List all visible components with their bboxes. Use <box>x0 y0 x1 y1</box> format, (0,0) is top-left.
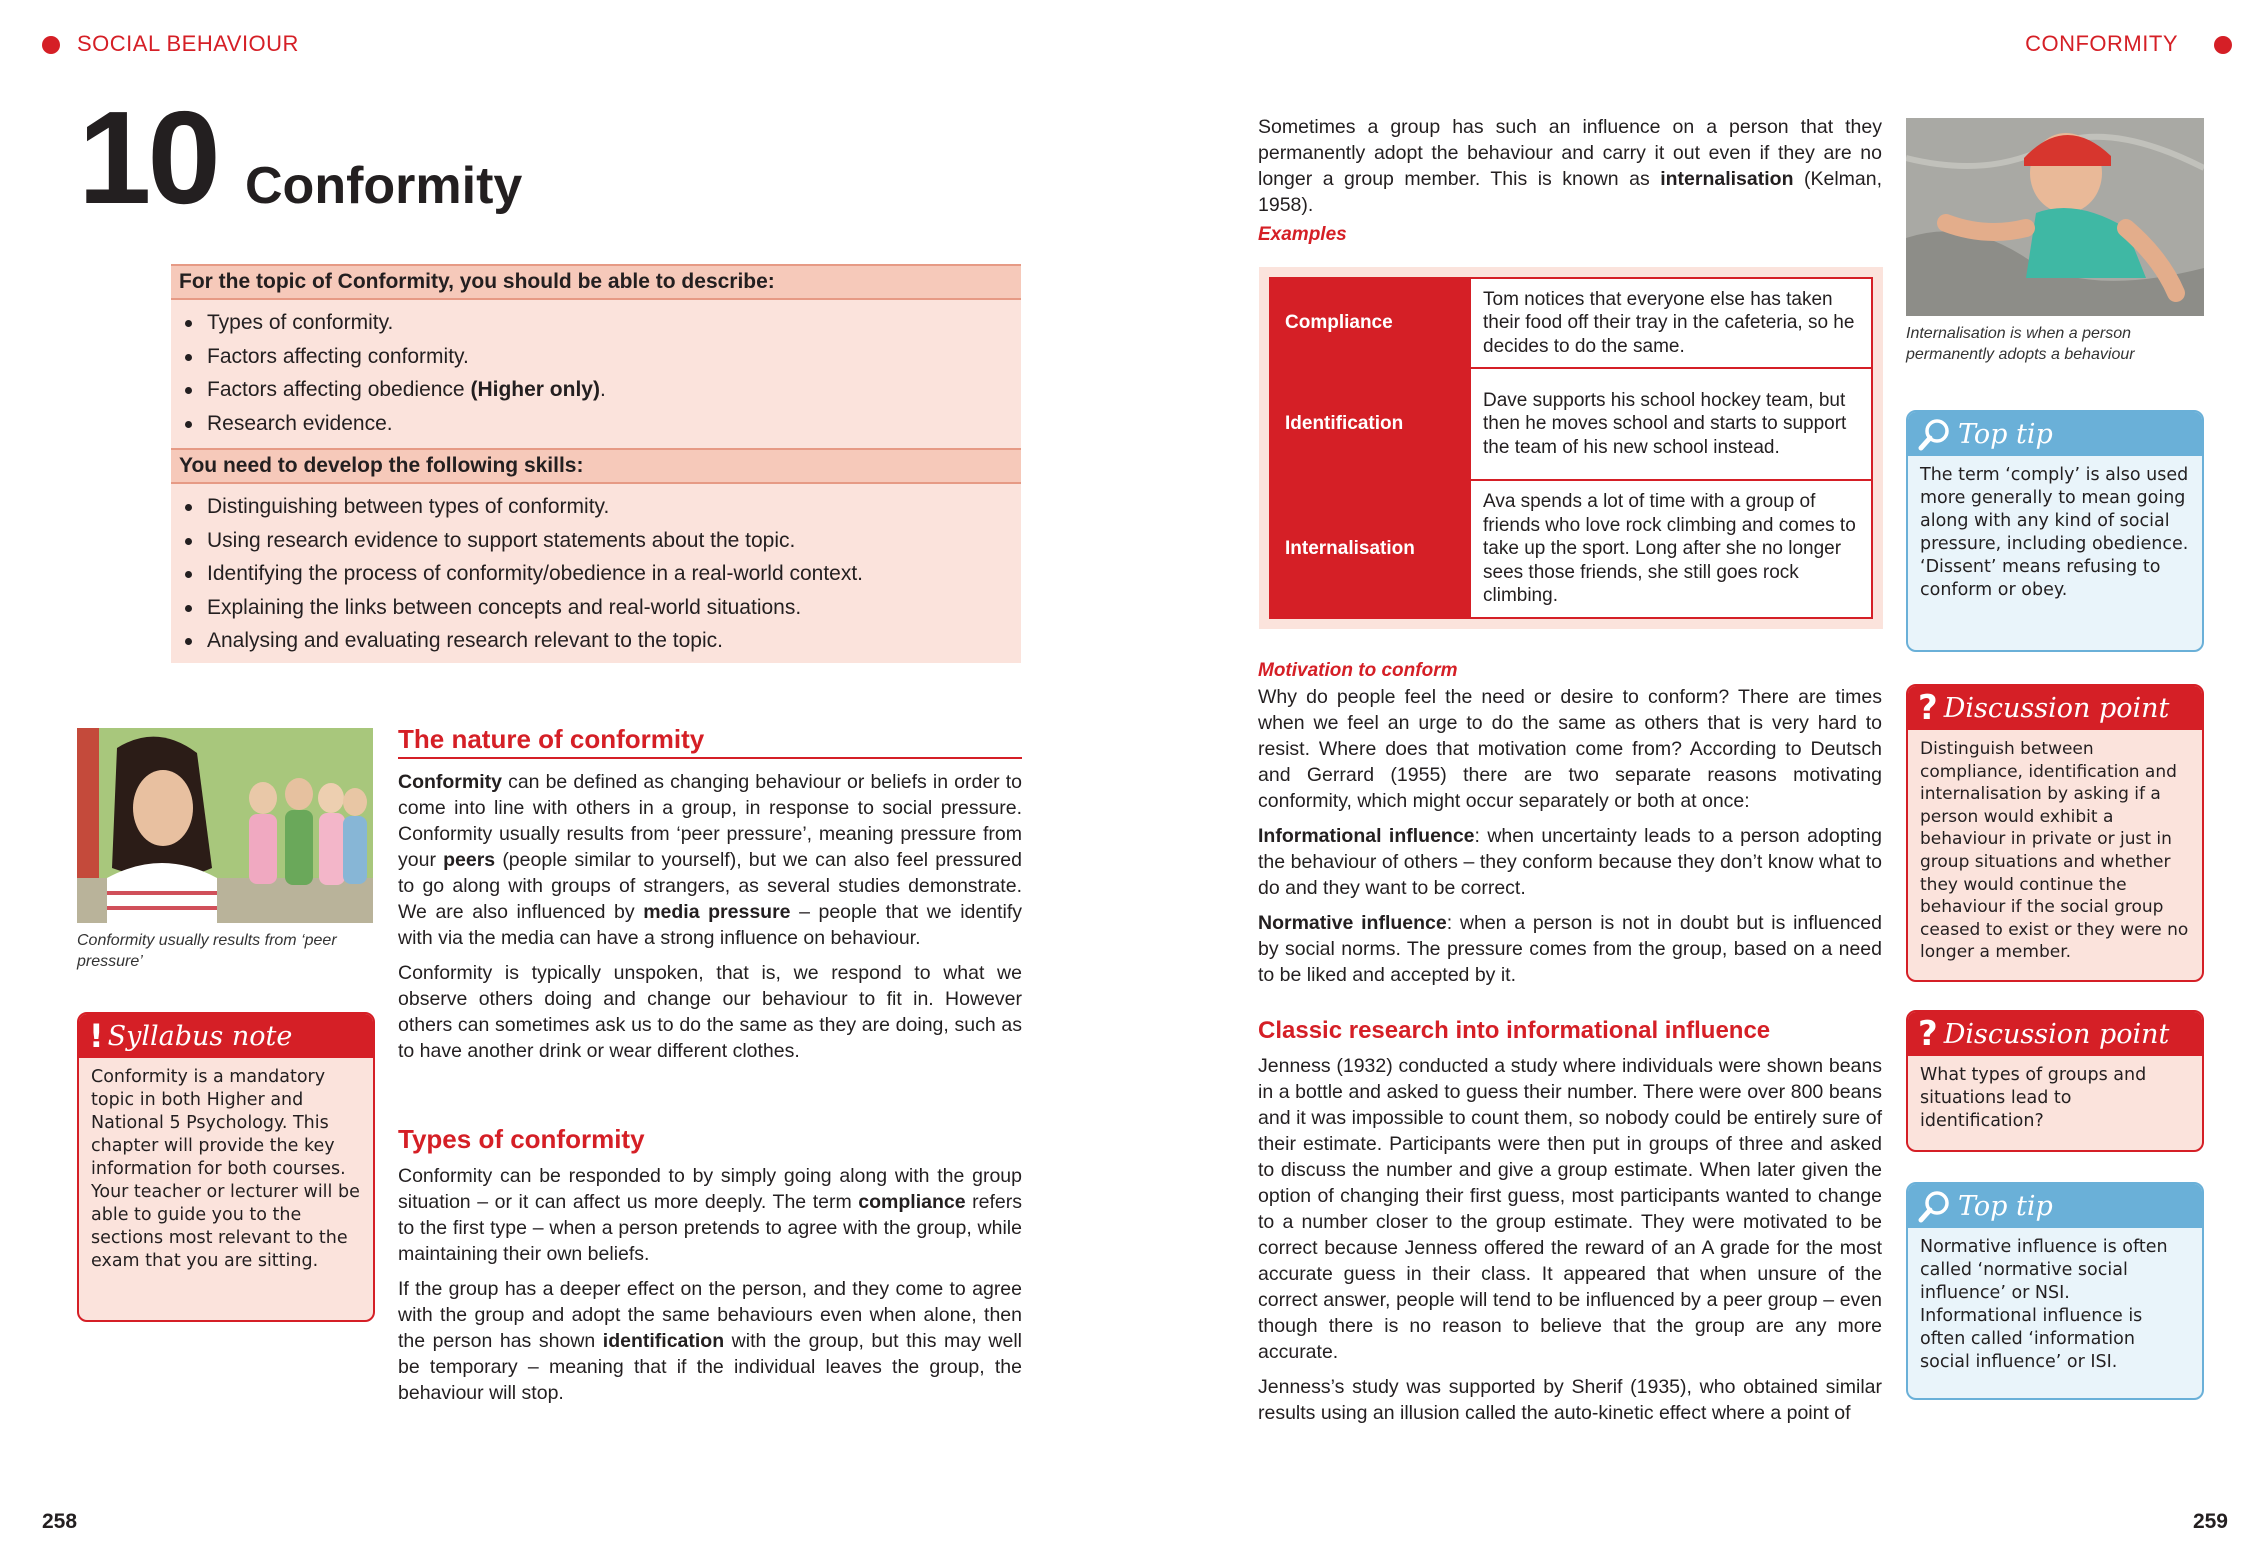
running-header-right: CONFORMITY <box>2025 31 2178 56</box>
motivation-paragraph-1: Why do people feel the need or desire to conform? There are times when we feel an urge to do the same as others that is very hard to resist. Where does that motivation come from? According to Deutsch and Gerrard (1955) there are two separate reasons motivating conformity, which might occur separately or both at once: <box>1258 686 1882 812</box>
informational-influence-paragraph: Informational influence: when uncertainty leads to a person adopting the behaviour of others – they conform because they don’t know what to do and they want to be correct. <box>1258 825 1882 899</box>
objectives-skills-list <box>171 484 1021 666</box>
types-paragraph-1: Conformity can be responded to by simply going along with the group situation – or it can affect us more deeply. The term compliance refers to the first type – when a person pretends to agree with the group, while maintaining their own beliefs. <box>398 1165 1022 1265</box>
section-heading-nature: The nature of conformity <box>398 724 1022 759</box>
magnifier-icon <box>1918 1189 1952 1223</box>
nature-paragraph-1: Conformity can be defined as changing behaviour or beliefs in order to come into line with others in a group, in response to social pressure. Conformity usually results from ‘peer pressure’, meaning pressure from your peers (people similar to yourself), but we can also feel pressured to go along with groups of strangers, as several studies demonstrate. We are also influenced by media pressure – people that we identify with via the media can have a strong influence on behaviour. <box>398 771 1022 949</box>
syllabus-note-text: Conformity is a mandatory topic in both Higher and National 5 Psychology. This chapter will provide the key information for both courses. Your teacher or lecturer will be able to guide you to the sections most relevant to the exam that you are sitting. <box>91 1067 360 1271</box>
top-tip-header <box>1908 412 2202 456</box>
header-bullet-right <box>2214 36 2232 54</box>
list-item: Distinguishing between types of conformity. <box>181 490 1011 524</box>
list-item: Factors affecting obedience (Higher only). <box>181 373 1011 407</box>
objectives-box <box>171 264 1021 663</box>
nature-body <box>398 769 1022 1064</box>
nature-paragraph-2: Conformity is typically unspoken, that is, we respond to what we observe others doing and change our behaviour to fit in. However others can sometimes ask us to do the same as they are doing, such as to have another drink or wear different clothes. <box>398 962 1022 1062</box>
peer-pressure-illustration <box>77 728 373 923</box>
example-text: Tom notices that everyone else has taken their food off their tray in the cafeteria, so he decides to do the same. <box>1470 278 1872 368</box>
list-item: Identifying the process of conformity/obedience in a real-world context. <box>181 557 1011 591</box>
discussion-point-box-2 <box>1906 1010 2204 1152</box>
table-row <box>1270 368 1872 480</box>
list-item: Explaining the links between concepts and real-world situations. <box>181 591 1011 625</box>
exclamation-icon: ! <box>89 1017 104 1055</box>
discussion-point-box-1 <box>1906 684 2204 982</box>
motivation-heading: Motivation to conform <box>1258 660 1458 681</box>
syllabus-note-header <box>79 1014 373 1058</box>
classic-research-paragraph-1: Jenness (1932) conducted a study where individuals were shown beans in a bottle and asked to guess their number. There were over 800 beans and it was impossible to count them, so nobody could be entirely sure of their estimate. Participants were then put in groups of three and asked to discuss the number and give a group estimate. When later given the option of changing their first guess, most participants wanted to change to a number closer to the group estimate. They were motivated to be correct because Jenness offered the reward of an A grade for the most accurate guess in their class. It appeared that when unsure of the correct answer, people will tend to be influenced by a peer group – even though there is no reason to believe that the group are any more accurate. <box>1258 1055 1882 1363</box>
peer-pressure-photo <box>77 728 373 923</box>
magnifier-icon <box>1918 417 1952 451</box>
discussion-point-header <box>1908 1012 2202 1056</box>
example-term: Identification <box>1270 368 1470 480</box>
question-mark-icon: ? <box>1918 688 1938 728</box>
discussion-point-header <box>1908 686 2202 730</box>
rock-climber-illustration <box>1906 118 2204 316</box>
example-term: Internalisation <box>1270 480 1470 618</box>
header-bullet-left <box>42 36 60 54</box>
page-number-left: 258 <box>42 1510 78 1533</box>
examples-box <box>1259 267 1883 629</box>
chapter-title: Conformity <box>245 157 523 215</box>
question-mark-icon: ? <box>1918 1014 1938 1054</box>
syllabus-note-title: Syllabus note <box>107 1020 293 1052</box>
peer-pressure-caption: Conformity usually results from ‘peer pressure’ <box>77 932 337 970</box>
section-heading-classic-research: Classic research into informational influence <box>1258 1017 1771 1044</box>
classic-research-section <box>1258 1017 1882 1435</box>
top-tip-box-1 <box>1906 410 2204 652</box>
internalisation-paragraph: Sometimes a group has such an influence on a person that they permanently adopt the behaviour and carry it out even if they are no longer a group member. This is known as internalisation (Kelman, 1958). <box>1258 116 1882 216</box>
top-tip-text: Normative influence is often called ‘normative social influence’ or NSI. Informational influence is often called ‘information social influence’ or ISI. <box>1920 1237 2168 1372</box>
discussion-point-text: What types of groups and situations lead to identification? <box>1920 1065 2147 1131</box>
list-item: Types of conformity. <box>181 306 1011 340</box>
table-row <box>1270 278 1872 368</box>
table-row <box>1270 480 1872 618</box>
discussion-point-title: Discussion point <box>1943 1018 2170 1050</box>
top-tip-header <box>1908 1184 2202 1228</box>
page-number-right: 259 <box>2192 1510 2228 1533</box>
chapter-number: 10 <box>78 84 217 231</box>
list-item: Research evidence. <box>181 407 1011 441</box>
rock-climber-photo <box>1906 118 2204 316</box>
classic-research-paragraph-2: Jenness’s study was supported by Sherif (1935), who obtained similar results using an illusion called the auto-kinetic effect where a point of <box>1258 1376 1882 1424</box>
example-text: Ava spends a lot of time with a group of friends who love rock climbing and comes to take up the sport. Long after she no longer sees those friends, she still goes rock climbing. <box>1470 480 1872 618</box>
list-item: Using research evidence to support statements about the topic. <box>181 524 1011 558</box>
objectives-describe-list <box>171 300 1021 448</box>
types-section <box>398 1124 1022 1415</box>
top-tip-title: Top tip <box>1958 1190 2053 1222</box>
discussion-point-text: Distinguish between compliance, identification and internalisation by asking if a person would exhibit a behaviour in private or just in group situations and whether they would continue the behaviour if the social group ceased to exist or they were no longer a member. <box>1920 739 2189 963</box>
section-heading-types: Types of conformity <box>398 1124 645 1154</box>
running-header-left: SOCIAL BEHAVIOUR <box>77 31 299 56</box>
top-tip-box-2 <box>1906 1182 2204 1400</box>
example-text: Dave supports his school hockey team, but then he moves school and starts to support the team of his new school instead. <box>1470 368 1872 480</box>
classic-research-body <box>1258 1053 1882 1426</box>
syllabus-note <box>77 1012 375 1322</box>
example-term: Compliance <box>1270 278 1470 368</box>
top-tip-title: Top tip <box>1958 418 2053 450</box>
rock-climber-caption: Internalisation is when a person permanently adopts a behaviour <box>1906 325 2135 363</box>
list-item: Analysing and evaluating research relevant to the topic. <box>181 624 1011 658</box>
types-paragraph-2: If the group has a deeper effect on the person, and they come to agree with the group and adopt the same behaviours even when alone, then the person has shown identification with the group, but this may well be temporary – meaning that if the individual leaves the group, the behaviour will stop. <box>398 1278 1022 1404</box>
motivation-section <box>1258 660 1882 997</box>
top-tip-text: The term ‘comply’ is also used more generally to mean going along with any kind of social pressure, including obedience. ‘Dissent’ means refusing to conform or obey. <box>1920 465 2189 600</box>
nature-section <box>398 724 1022 1073</box>
objectives-describe-heading: For the topic of Conformity, you should be able to describe: <box>171 264 1021 300</box>
normative-influence-paragraph: Normative influence: when a person is not in doubt but is influenced by social norms. The pressure comes from the group, based on a need to be liked and accepted by it. <box>1258 912 1882 986</box>
types-body <box>398 1163 1022 1406</box>
objectives-skills-heading: You need to develop the following skills: <box>171 448 1021 484</box>
discussion-point-title: Discussion point <box>1943 692 2170 724</box>
motivation-body <box>1258 684 1882 988</box>
examples-table <box>1269 277 1873 619</box>
list-item: Factors affecting conformity. <box>181 340 1011 374</box>
examples-heading: Examples <box>1258 224 1347 245</box>
